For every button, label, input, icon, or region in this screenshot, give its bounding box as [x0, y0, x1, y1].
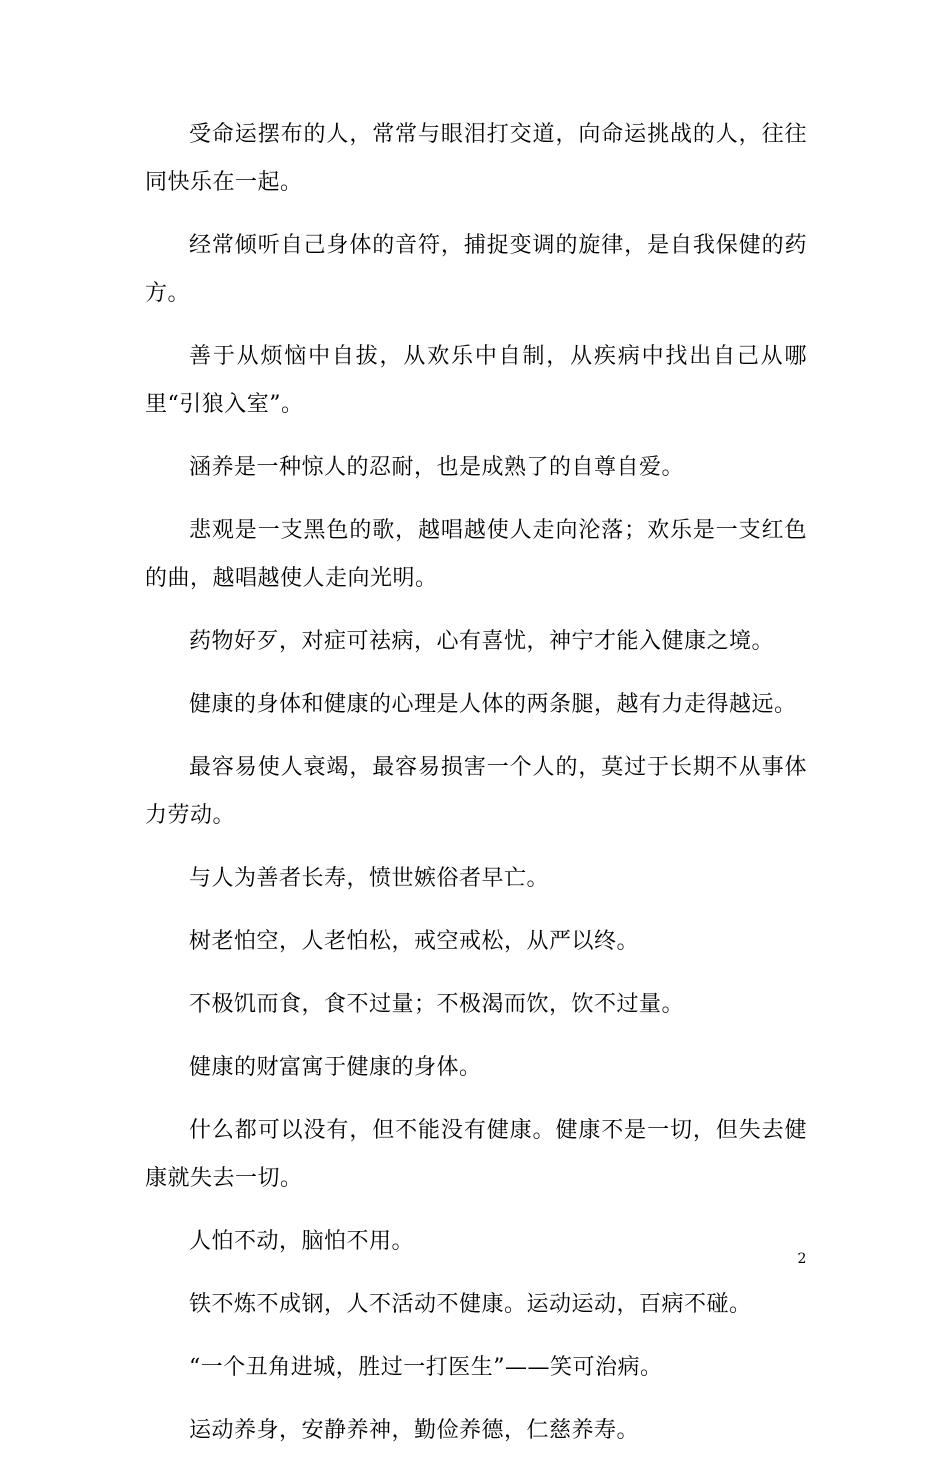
paragraph-10: 树老怕空，人老怕松，戒空戒松，从严以终。	[189, 929, 640, 954]
paragraph-1: 受命运摆布的人，常常与眼泪打交道，向命运挑战的人，往往同快乐在一起。	[145, 122, 807, 195]
paragraph-8: 最容易使人衰竭，最容易损害一个人的，莫过于长期不从事体力劳动。	[145, 755, 807, 828]
document-body	[145, 111, 807, 1470]
paragraph-7: 健康的身体和健康的心理是人体的两条腿，越有力走得越远。	[189, 692, 797, 717]
page-number: 2	[797, 1251, 807, 1267]
paragraph-4: 涵养是一种惊人的忍耐，也是成熟了的自尊自爱。	[189, 455, 685, 480]
paragraph-2: 经常倾听自己身体的音符，捕捉变调的旋律，是自我保健的药方。	[145, 233, 807, 306]
paragraph-6: 药物好歹，对症可祛病，心有喜忧，神宁才能入健康之境。	[189, 629, 775, 654]
paragraph-5: 悲观是一支黑色的歌，越唱越使人走向沦落；欢乐是一支红色的曲，越唱越使人走向光明。	[145, 518, 807, 591]
paragraph-15: 铁不炼不成钢，人不活动不健康。运动运动，百病不碰。	[189, 1292, 752, 1317]
paragraph-16: “一个丑角进城，胜过一打医生”——笑可治病。	[189, 1355, 663, 1380]
paragraph-14: 人怕不动，脑怕不用。	[189, 1229, 415, 1254]
paragraph-17: 运动养身，安静养神，勤俭养德，仁慈养寿。	[189, 1418, 640, 1443]
paragraph-12: 健康的财富寓于健康的身体。	[189, 1055, 482, 1080]
paragraph-3: 善于从烦恼中自拔，从欢乐中自制，从疾病中找出自己从哪里“引狼入室”。	[145, 344, 807, 417]
paragraph-13: 什么都可以没有，但不能没有健康。健康不是一切，但失去健康就失去一切。	[145, 1118, 807, 1191]
paragraph-9: 与人为善者长寿，愤世嫉俗者早亡。	[189, 866, 550, 891]
paragraph-11: 不极饥而食，食不过量；不极渴而饮，饮不过量。	[189, 992, 685, 1017]
